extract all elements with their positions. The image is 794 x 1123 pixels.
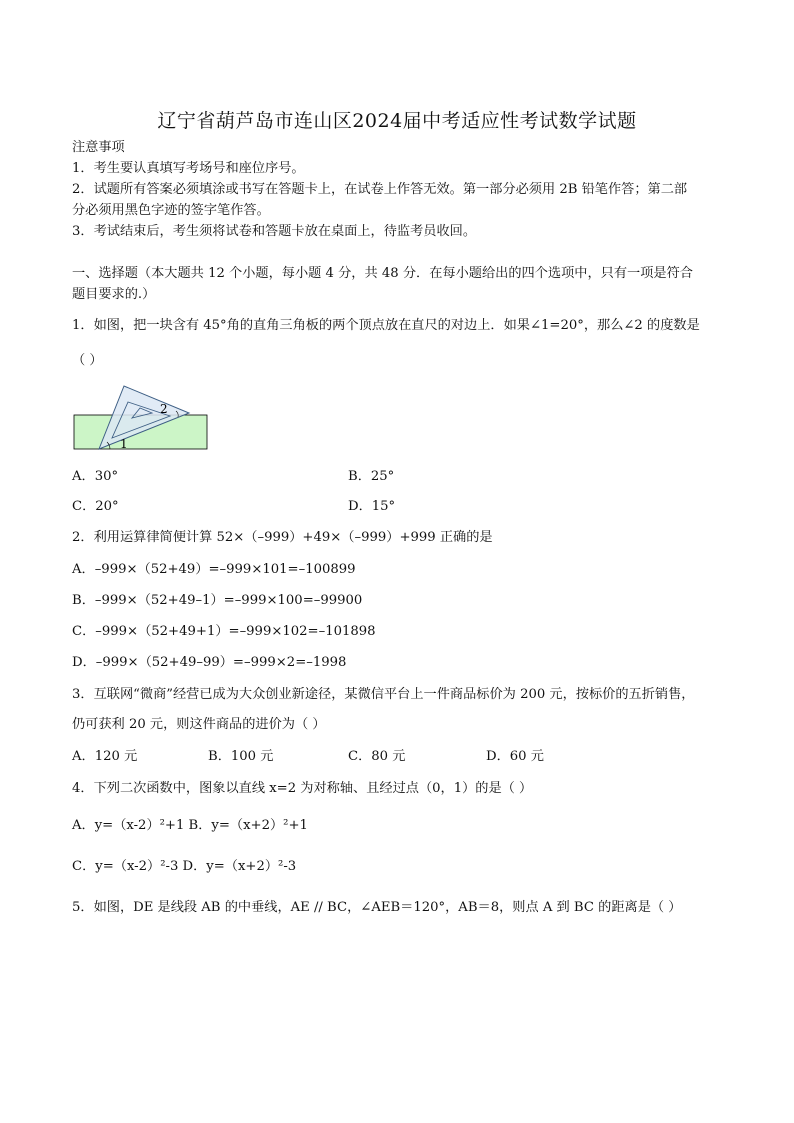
q1-option-a: A．30°	[72, 469, 119, 484]
angle-1-label: 1	[120, 437, 128, 451]
q4-options-row1: A．y=（x-2）²+1 B．y=（x+2）²+1	[72, 818, 308, 833]
section-heading: 一、选择题（本大题共 12 个小题，每小题 4 分，共 48 分．在每小题给出的四个选项中，只有一项是符合	[72, 266, 693, 281]
q3-stem: 3．互联网“微商”经营已成为大众创业新途径，某微信平台上一件商品标价为 200 元，按标价的五折销售，	[72, 687, 695, 702]
section-heading-cont: 题目要求的.）	[72, 287, 156, 302]
notes-heading: 注意事项	[72, 140, 125, 155]
q1-option-d: D．15°	[348, 499, 396, 514]
q4-options-row2: C．y=（x-2）²-3 D．y=（x+2）²-3	[72, 859, 297, 874]
q3-option-b: B．100 元	[208, 749, 274, 764]
q3-option-d: D．60 元	[486, 749, 544, 764]
q1-ruler-triangle-figure	[72, 382, 212, 454]
q3-stem-cont: 仍可获利 20 元，则这件商品的进价为（ ）	[72, 717, 326, 732]
note-item: 1．考生要认真填写考场号和座位序号。	[72, 161, 305, 176]
q1-blank: （ ）	[72, 353, 103, 368]
q3-option-a: A．120 元	[72, 749, 138, 764]
q2-option-b: B．–999×（52+49–1）=–999×100=–99900	[72, 593, 363, 608]
q3-option-c: C．80 元	[348, 749, 406, 764]
q1-option-b: B．25°	[348, 469, 395, 484]
page-title: 辽宁省葫芦岛市连山区2024届中考适应性考试数学试题	[157, 110, 637, 132]
q4-stem: 4．下列二次函数中，图象以直线 x=2 为对称轴、且经过点（0，1）的是（ ）	[72, 781, 533, 796]
q1-stem: 1．如图，把一块含有 45°角的直角三角板的两个顶点放在直尺的对边上．如果∠1=20°，那么∠2 的度数是	[72, 318, 700, 333]
q2-option-a: A．–999×（52+49）=–999×101=–100899	[72, 562, 356, 577]
note-item: 2．试题所有答案必须填涂或书写在答题卡上，在试卷上作答无效。第一部分必须用 2B 铅笔作答；第二部	[72, 182, 688, 197]
q2-option-d: D．–999×（52+49–99）=–999×2=–1998	[72, 655, 347, 670]
q2-stem: 2．利用运算律简便计算 52×（–999）+49×（–999）+999 正确的是	[72, 530, 493, 545]
angle-2-label: 2	[160, 402, 168, 416]
q2-option-c: C．–999×（52+49+1）=–999×102=–101898	[72, 624, 376, 639]
q5-stem: 5．如图，DE 是线段 AB 的中垂线，AE // BC，∠AEB＝120°，AB＝8，则点 A 到 BC 的距离是（ ）	[72, 900, 682, 915]
q1-option-c: C．20°	[72, 499, 119, 514]
note-item: 分必须用黑色字迹的签字笔作答。	[72, 203, 270, 218]
note-item: 3．考试结束后，考生须将试卷和答题卡放在桌面上，待监考员收回。	[72, 224, 477, 239]
